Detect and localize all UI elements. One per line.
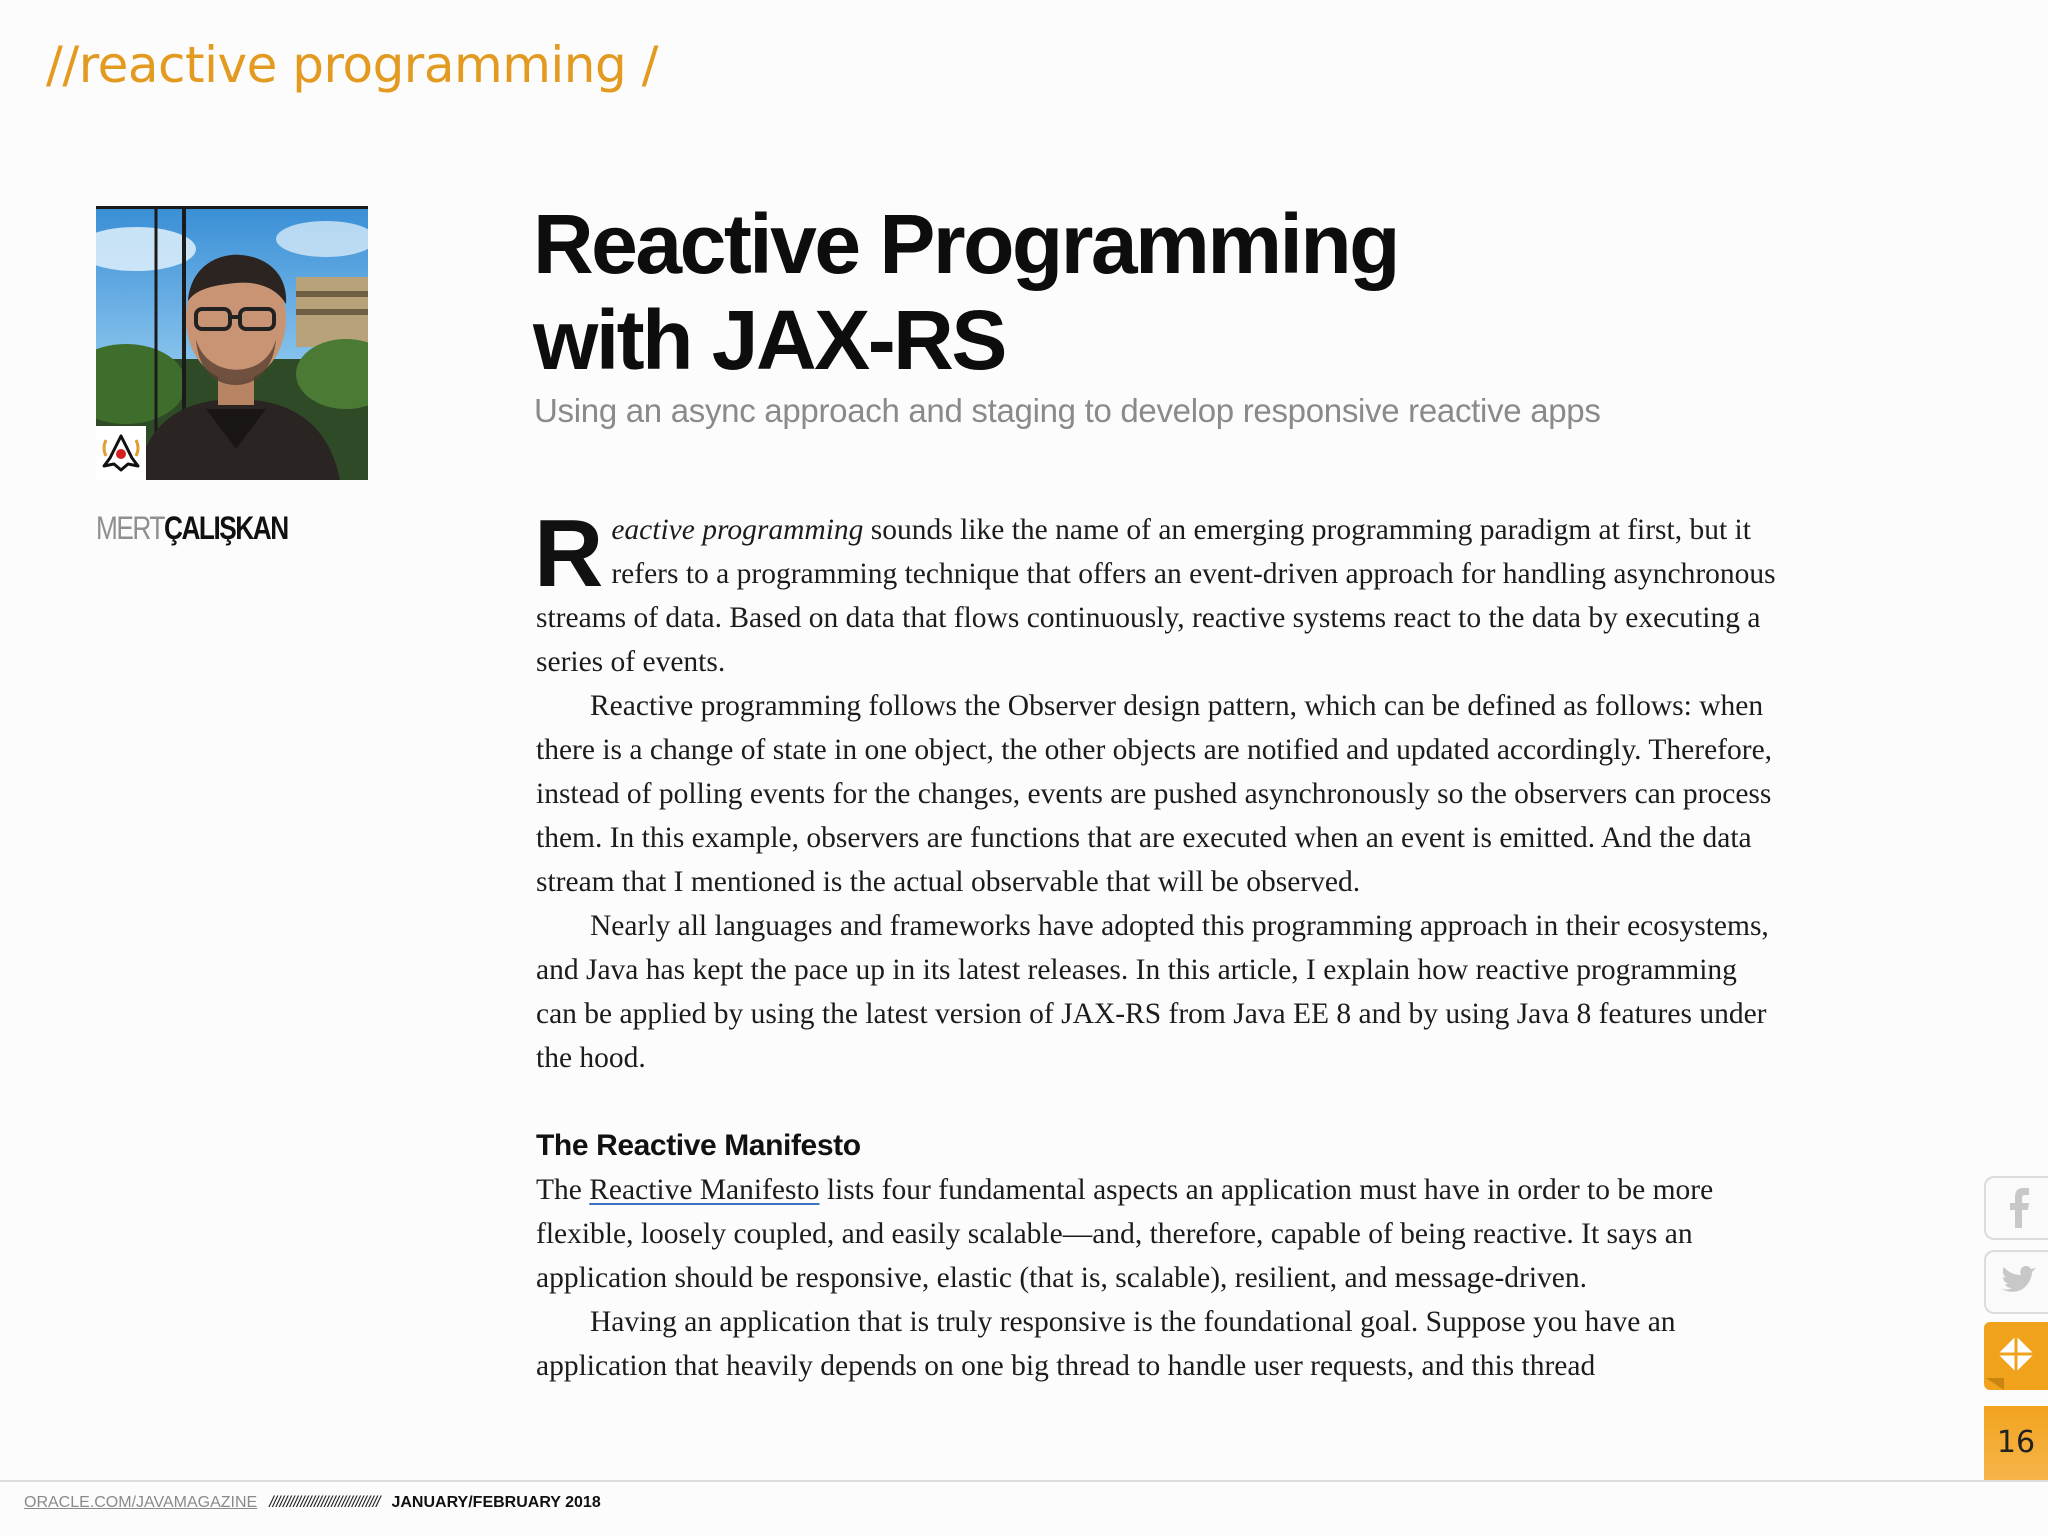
section-heading: The Reactive Manifesto [536,1129,861,1162]
java-champion-badge-icon [96,426,146,480]
article-body [534,500,1776,1388]
article-title [533,196,1733,388]
footer-divider [0,1480,2048,1482]
footer-slashes: //////////////////////////////// [269,1494,380,1511]
author-first-name: MERT [96,510,164,546]
paragraph [536,684,1776,904]
paragraph-2-text: Reactive programming follows the Observer design pattern, which can be defined as follows: when there is a change of state in one object, the other objects are notified and updated accordingly. Therefore, instead of polling events for the changes, events are pushed asynchronously so the observers can process them. In this example, observers are functions that are executed when an event is emitted. And the data stream that I mentioned is the actual observable that will be observed. [536,690,1773,898]
article-title-line-2: with JAX-RS [533,293,1005,387]
article-subtitle: Using an async approach and staging to develop responsive reactive apps [534,392,1601,429]
magazine-link[interactable]: ORACLE.COM/JAVAMAGAZINE [24,1494,258,1511]
article-title-line-1: Reactive Programming [533,197,1398,291]
paragraph-4-pre: The [536,1174,590,1206]
twitter-share-button[interactable] [1984,1250,2048,1314]
facebook-share-button[interactable] [1984,1176,2048,1240]
paragraph-5-text: Having an application that is truly responsive is the foundational goal. Suppose you have an application that heavily depends on one big thread to handle user requests, and this thread [536,1306,1676,1382]
author-last-name: ÇALIŞKAN [163,510,288,546]
paragraph-1-text: sounds like the name of an emerging programming paradigm at first, but it refers to a programming technique that offers an event-driven approach for handling asynchronous streams of data. Based on data that flows continuously, reactive systems react to the data by executing a series of events. [536,514,1776,678]
share-button[interactable] [1984,1322,2048,1390]
share-icon [1984,1322,2048,1390]
lead-italic: eactive programming [611,514,864,546]
facebook-icon [1986,1178,2048,1238]
paragraph-3-text: Nearly all languages and frameworks have adopted this programming approach in their ecosystems, and Java has kept the pace up in its latest releases. In this article, I explain how reactive programming can be applied by using the latest version of JAX-RS from Java EE 8 and by using Java 8 features under the hood. [536,910,1769,1074]
twitter-icon [1986,1252,2048,1312]
author-name [96,510,288,547]
paragraph [536,1300,1776,1388]
paragraph [536,904,1776,1080]
footer [24,1494,601,1512]
paragraph [534,500,1776,684]
paragraph [536,1168,1776,1300]
section-tag: //reactive programming / [46,36,658,94]
issue-date: JANUARY/FEBRUARY 2018 [391,1494,601,1511]
drop-cap: R [534,500,604,607]
page-number: 16 [1984,1406,2048,1480]
reactive-manifesto-link[interactable]: Reactive Manifesto [589,1174,820,1206]
paragraph-4-post: lists four fundamental aspects an application must have in order to be more flexible, loosely coupled, and easily scalable—and, therefore, capable of being reactive. It says an application should be responsive, elastic (that is, scalable), resilient, and message-driven. [536,1174,1714,1294]
